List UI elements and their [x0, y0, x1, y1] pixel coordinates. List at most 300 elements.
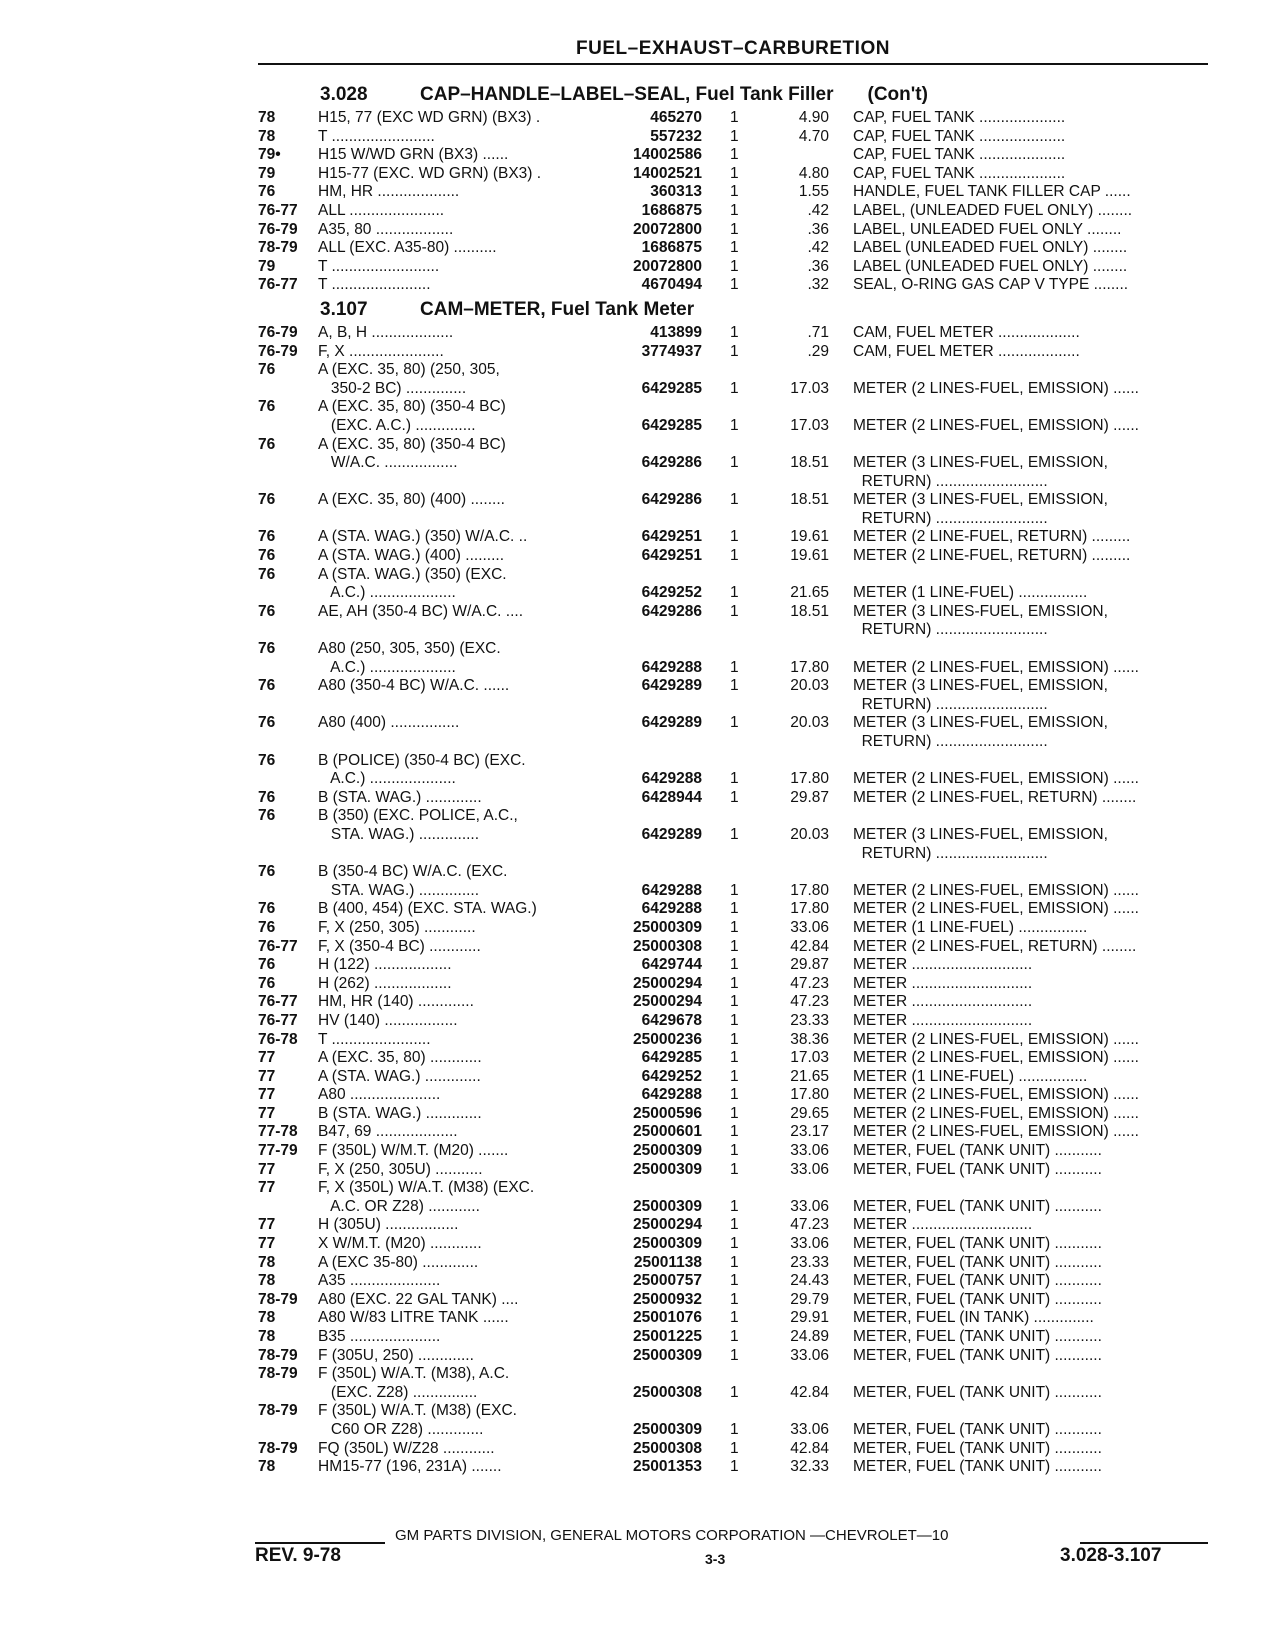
part-number-cell: 6429288 — [641, 1086, 702, 1104]
model-cell: A80 (350-4 BC) W/A.C. ...... — [318, 677, 510, 695]
quantity-cell: 1 — [730, 937, 739, 955]
year-cell: 76-79 — [258, 323, 298, 341]
description-cell: METER, FUEL (TANK UNIT) ........... — [853, 1235, 1102, 1253]
table-row — [258, 770, 1208, 789]
part-number-cell: 465270 — [650, 109, 702, 126]
quantity-cell: 1 — [730, 900, 739, 918]
model-cell: (EXC. Z28) ............... — [318, 1383, 478, 1401]
table-row — [258, 1105, 1208, 1124]
description-cell: METER (2 LINES-FUEL, EMISSION) ...... — [853, 881, 1139, 899]
model-cell: B (350) (EXC. POLICE, A.C., — [318, 807, 518, 825]
description-cell: METER, FUEL (TANK UNIT) ........... — [853, 1290, 1102, 1308]
description-cell: RETURN) .......................... — [853, 844, 1048, 862]
part-number-cell — [596, 621, 702, 640]
quantity-cell: 1 — [730, 1328, 739, 1345]
price-cell — [744, 436, 829, 455]
table-row — [258, 863, 1208, 882]
model-cell: F, X (350L) W/A.T. (M38) (EXC. — [318, 1179, 535, 1197]
table-row — [258, 1402, 1208, 1421]
part-number-cell: 14002521 — [633, 164, 702, 182]
description-cell: METER (1 LINE-FUEL) ................ — [853, 584, 1088, 602]
description-cell: RETURN) .......................... — [853, 472, 1048, 490]
part-number-cell — [596, 566, 702, 585]
description-cell: RETURN) .......................... — [853, 695, 1048, 713]
part-number-cell: 6429678 — [641, 1011, 702, 1029]
quantity-cell — [702, 473, 744, 492]
part-number-cell — [596, 510, 702, 529]
quantity-cell: 1 — [730, 825, 739, 843]
description-cell: LABEL, UNLEADED FUEL ONLY ........ — [853, 220, 1122, 238]
description-cell: METER (3 LINES-FUEL, EMISSION, — [853, 602, 1108, 620]
model-cell: A.C.) .................... — [318, 770, 456, 788]
part-number-cell — [596, 1179, 702, 1198]
table-row — [258, 380, 1208, 399]
price-cell: 47.23 — [790, 993, 829, 1011]
table-row — [258, 343, 1208, 362]
part-number-cell: 14002586 — [633, 146, 702, 164]
table-row — [258, 621, 1208, 640]
year-cell — [258, 1198, 318, 1217]
table-row — [258, 528, 1208, 547]
part-number-cell: 25000308 — [633, 937, 702, 955]
part-number-cell: 25000601 — [633, 1123, 702, 1141]
part-number-cell: 6429289 — [641, 677, 702, 695]
model-cell: A.C.) .................... — [318, 658, 456, 676]
table-row — [258, 696, 1208, 715]
quantity-cell: 1 — [730, 1086, 739, 1104]
price-cell: 21.65 — [790, 584, 829, 602]
price-cell: 33.06 — [790, 1197, 829, 1215]
model-cell: HM, HR ................... — [318, 183, 460, 201]
table-row — [258, 733, 1208, 752]
price-cell: 17.03 — [790, 416, 829, 434]
part-number-cell: 25000309 — [633, 1142, 702, 1160]
footer-section-range: 3.028-3.107 — [1060, 1545, 1162, 1566]
model-cell: A, B, H ................... — [318, 323, 454, 341]
model-cell: H15, 77 (EXC WD GRN) (BX3) . — [318, 109, 541, 126]
quantity-cell: 1 — [730, 1272, 739, 1290]
quantity-cell — [702, 398, 744, 417]
price-cell — [744, 752, 829, 771]
year-cell: 76-77 — [258, 937, 298, 955]
part-number-cell: 6429288 — [641, 881, 702, 899]
table-row — [258, 1309, 1208, 1328]
description-cell: CAM, FUEL METER ................... — [853, 342, 1080, 360]
price-cell: 18.51 — [790, 602, 829, 620]
model-cell: F, X ...................... — [318, 342, 444, 360]
quantity-cell — [702, 845, 744, 864]
model-cell: H (262) .................. — [318, 974, 452, 992]
part-number-cell: 25000309 — [633, 1420, 702, 1438]
description-cell: METER (3 LINES-FUEL, EMISSION, — [853, 677, 1108, 695]
part-number-cell: 6429286 — [641, 491, 702, 509]
price-cell — [744, 640, 829, 659]
year-cell: 79• — [258, 146, 281, 164]
description-cell — [829, 752, 1213, 771]
part-number-cell: 25001076 — [633, 1309, 702, 1327]
price-cell: .42 — [807, 201, 829, 219]
description-cell: METER (3 LINES-FUEL, EMISSION, — [853, 454, 1108, 472]
year-cell: 77 — [258, 1179, 276, 1197]
model-cell: B (400, 454) (EXC. STA. WAG.) — [318, 900, 537, 918]
year-cell: 77 — [258, 1067, 276, 1085]
model-cell: A (EXC. 35, 80) ............ — [318, 1049, 482, 1067]
model-cell: A.C. OR Z28) ............ — [318, 1197, 480, 1215]
year-cell: 77 — [258, 1235, 276, 1253]
quantity-cell: 1 — [730, 416, 739, 434]
year-cell: 78-79 — [258, 1365, 298, 1383]
footer-revision: REV. 9-78 — [255, 1545, 341, 1566]
part-number-cell: 25000294 — [633, 1216, 702, 1234]
year-cell: 77-78 — [258, 1123, 298, 1141]
description-cell — [829, 566, 1213, 585]
year-cell — [258, 770, 318, 789]
quantity-cell: 1 — [730, 1160, 739, 1178]
description-cell: METER (1 LINE-FUEL) ................ — [853, 1067, 1088, 1085]
table-row — [258, 454, 1208, 473]
table-row — [258, 1365, 1208, 1384]
price-cell: 17.03 — [790, 379, 829, 397]
description-cell: METER (2 LINES-FUEL, EMISSION) ...... — [853, 658, 1139, 676]
year-cell: 77-79 — [258, 1142, 298, 1160]
table-row — [258, 845, 1208, 864]
part-number-cell: 25000309 — [633, 1235, 702, 1253]
model-cell: A (STA. WAG.) (400) ......... — [318, 547, 505, 565]
description-cell: METER, FUEL (TANK UNIT) ........... — [853, 1142, 1102, 1160]
model-cell: B (STA. WAG.) ............. — [318, 1104, 482, 1122]
quantity-cell: 1 — [730, 788, 739, 806]
quantity-cell: 1 — [730, 658, 739, 676]
year-cell — [258, 380, 318, 399]
part-number-cell: 6429288 — [641, 770, 702, 788]
part-number-cell: 1686875 — [641, 201, 702, 219]
part-number-cell — [596, 752, 702, 771]
price-cell: .42 — [807, 239, 829, 257]
model-cell: A.C.) .................... — [318, 584, 456, 602]
quantity-cell — [702, 621, 744, 640]
table-row — [258, 1328, 1208, 1347]
table-row — [258, 436, 1208, 455]
quantity-cell — [702, 436, 744, 455]
quantity-cell — [702, 1402, 744, 1421]
price-cell: 20.03 — [790, 677, 829, 695]
price-cell — [744, 510, 829, 529]
year-cell: 78 — [258, 1309, 276, 1327]
model-cell: A (EXC. 35, 80) (350-4 BC) — [318, 435, 506, 453]
year-cell: 78 — [258, 1328, 276, 1345]
price-cell: 33.06 — [790, 1160, 829, 1178]
quantity-cell: 1 — [730, 127, 739, 145]
section-number: 3.107 — [320, 298, 368, 320]
year-cell: 76-77 — [258, 1011, 298, 1029]
year-cell: 77 — [258, 1104, 276, 1122]
year-cell: 76 — [258, 565, 276, 583]
year-cell: 77 — [258, 1160, 276, 1178]
quantity-cell: 1 — [730, 528, 739, 546]
quantity-cell: 1 — [730, 1216, 739, 1234]
model-cell: A35, 80 .................. — [318, 220, 454, 238]
price-cell: .29 — [807, 342, 829, 360]
description-cell: METER, FUEL (TANK UNIT) ........... — [853, 1253, 1102, 1271]
quantity-cell: 1 — [730, 1197, 739, 1215]
table-row — [258, 361, 1208, 380]
page-header: FUEL–EXHAUST–CARBURETION — [576, 38, 890, 59]
price-cell: 33.06 — [790, 1235, 829, 1253]
parts-catalog — [258, 80, 1208, 1477]
table-row — [258, 807, 1208, 826]
year-cell: 76 — [258, 900, 276, 918]
table-row — [258, 993, 1208, 1012]
part-number-cell: 6429289 — [641, 825, 702, 843]
part-number-cell: 6429286 — [641, 454, 702, 472]
year-cell: 76 — [258, 974, 276, 992]
price-cell: 33.06 — [790, 1142, 829, 1160]
table-row — [258, 547, 1208, 566]
price-cell — [744, 807, 829, 826]
model-cell: ALL (EXC. A35-80) .......... — [318, 239, 497, 257]
description-cell: RETURN) .......................... — [853, 733, 1048, 750]
price-cell: 47.23 — [790, 1216, 829, 1234]
price-cell: 29.87 — [790, 788, 829, 806]
table-row — [258, 566, 1208, 585]
year-cell: 78-79 — [258, 1290, 298, 1308]
quantity-cell: 1 — [730, 1420, 739, 1438]
price-cell: 4.80 — [798, 164, 829, 182]
year-cell: 77 — [258, 1086, 276, 1104]
part-number-cell: 25001138 — [633, 1253, 702, 1271]
year-cell: 76-77 — [258, 201, 298, 219]
table-row — [258, 975, 1208, 994]
model-cell: A80 (250, 305, 350) (EXC. — [318, 640, 501, 658]
description-cell — [829, 436, 1213, 455]
quantity-cell: 1 — [730, 1067, 739, 1085]
quantity-cell — [702, 807, 744, 826]
year-cell: 76-77 — [258, 276, 298, 294]
quantity-cell — [702, 361, 744, 380]
part-number-cell: 6429251 — [641, 528, 702, 546]
table-row — [258, 1198, 1208, 1217]
model-cell: H15 W/WD GRN (BX3) ...... — [318, 146, 509, 164]
part-number-cell — [596, 807, 702, 826]
table-row — [258, 900, 1208, 919]
price-cell: .71 — [807, 323, 829, 341]
model-cell: HM, HR (140) ............. — [318, 993, 474, 1011]
price-cell: 23.17 — [790, 1123, 829, 1141]
table-row — [258, 919, 1208, 938]
model-cell: HM15-77 (196, 231A) ....... — [318, 1458, 502, 1476]
table-row — [258, 584, 1208, 603]
table-row — [258, 603, 1208, 622]
table-row — [258, 789, 1208, 808]
year-cell: 76 — [258, 788, 276, 806]
quantity-cell: 1 — [730, 993, 739, 1011]
table-row — [258, 1272, 1208, 1291]
year-cell: 77 — [258, 1049, 276, 1067]
year-cell: 76 — [258, 547, 276, 565]
description-cell — [829, 398, 1213, 417]
description-cell: CAP, FUEL TANK .................... — [853, 164, 1066, 182]
model-cell: T ........................ — [318, 127, 435, 145]
model-cell — [318, 696, 596, 715]
price-cell: .36 — [807, 220, 829, 238]
table-row — [258, 1291, 1208, 1310]
price-cell: 24.43 — [790, 1272, 829, 1290]
part-number-cell: 25000308 — [633, 1439, 702, 1457]
year-cell — [258, 1421, 318, 1440]
table-row — [258, 1123, 1208, 1142]
part-number-cell — [596, 398, 702, 417]
description-cell: METER (3 LINES-FUEL, EMISSION, — [853, 714, 1108, 732]
quantity-cell: 1 — [730, 379, 739, 397]
price-cell: 29.91 — [790, 1309, 829, 1327]
section-name: CAP–HANDLE–LABEL–SEAL, Fuel Tank Filler — [420, 84, 834, 105]
table-row — [258, 473, 1208, 492]
model-cell: A80 W/83 LITRE TANK ...... — [318, 1309, 509, 1327]
table-row — [258, 1049, 1208, 1068]
year-cell: 76 — [258, 491, 276, 509]
table-row — [258, 640, 1208, 659]
quantity-cell: 1 — [730, 276, 739, 294]
description-cell: LABEL (UNLEADED FUEL ONLY) ........ — [853, 239, 1128, 257]
part-number-cell: 6429285 — [641, 1049, 702, 1067]
description-cell: RETURN) .......................... — [853, 621, 1048, 639]
part-number-cell — [596, 863, 702, 882]
quantity-cell: 1 — [730, 1346, 739, 1364]
quantity-cell: 1 — [730, 1104, 739, 1122]
price-cell: 18.51 — [790, 454, 829, 472]
description-cell — [829, 1402, 1213, 1421]
year-cell: 76 — [258, 677, 276, 695]
model-cell: B (POLICE) (350-4 BC) (EXC. — [318, 751, 526, 769]
part-number-cell: 6429744 — [641, 956, 702, 974]
description-cell: CAM, FUEL METER ................... — [853, 323, 1080, 341]
part-number-cell: 25000309 — [633, 1197, 702, 1215]
price-cell: 23.33 — [790, 1011, 829, 1029]
price-cell: .32 — [807, 276, 829, 294]
model-cell: (EXC. A.C.) .............. — [318, 416, 476, 434]
quantity-cell: 1 — [730, 1123, 739, 1141]
year-cell — [258, 473, 318, 492]
description-cell: METER, FUEL (TANK UNIT) ........... — [853, 1197, 1102, 1215]
year-cell — [258, 659, 318, 678]
price-cell: 20.03 — [790, 714, 829, 732]
price-cell — [744, 398, 829, 417]
price-cell: 19.61 — [790, 528, 829, 546]
table-row — [258, 510, 1208, 529]
table-row — [258, 1068, 1208, 1087]
year-cell: 76 — [258, 956, 276, 974]
model-cell: A (STA. WAG.) (350) W/A.C. .. — [318, 528, 528, 546]
year-cell: 76 — [258, 640, 276, 658]
description-cell: CAP, FUEL TANK .................... — [853, 127, 1066, 145]
model-cell: HV (140) ................. — [318, 1011, 458, 1029]
model-cell: A (EXC 35-80) ............. — [318, 1253, 479, 1271]
part-number-cell: 413899 — [650, 323, 702, 341]
price-cell — [744, 621, 829, 640]
price-cell: 47.23 — [790, 974, 829, 992]
quantity-cell — [702, 566, 744, 585]
part-number-cell: 25000308 — [633, 1383, 702, 1401]
description-cell: RETURN) .......................... — [853, 509, 1048, 527]
model-cell: ALL ...................... — [318, 201, 445, 219]
year-cell: 76 — [258, 602, 276, 620]
part-number-cell: 25001353 — [633, 1458, 702, 1476]
price-cell — [744, 361, 829, 380]
part-number-cell: 557232 — [650, 127, 702, 145]
year-cell: 76-77 — [258, 993, 298, 1011]
quantity-cell: 1 — [730, 602, 739, 620]
quantity-cell — [702, 510, 744, 529]
table-row — [258, 956, 1208, 975]
description-cell: LABEL (UNLEADED FUEL ONLY) ........ — [853, 257, 1128, 275]
description-cell: METER (2 LINES-FUEL, EMISSION) ...... — [853, 770, 1139, 788]
description-cell: METER, FUEL (TANK UNIT) ........... — [853, 1420, 1102, 1438]
part-number-cell: 6429251 — [641, 547, 702, 565]
description-cell: CAP, FUEL TANK .................... — [853, 146, 1066, 164]
table-row — [258, 491, 1208, 510]
part-number-cell: 20072800 — [633, 220, 702, 238]
model-cell — [318, 473, 596, 492]
part-number-cell: 6429288 — [641, 658, 702, 676]
description-cell: METER, FUEL (TANK UNIT) ........... — [853, 1458, 1102, 1476]
description-cell: METER (2 LINES-FUEL, EMISSION) ...... — [853, 416, 1139, 434]
price-cell: 29.87 — [790, 956, 829, 974]
part-number-cell: 25000236 — [633, 1030, 702, 1048]
model-cell: H (305U) ................. — [318, 1216, 459, 1234]
description-cell: METER (1 LINE-FUEL) ................ — [853, 918, 1088, 936]
part-number-cell: 6429252 — [641, 584, 702, 602]
table-row — [258, 202, 1208, 221]
model-cell: A80 ..................... — [318, 1086, 441, 1104]
quantity-cell: 1 — [730, 1383, 739, 1401]
description-cell — [829, 807, 1213, 826]
table-row — [258, 714, 1208, 733]
table-row — [258, 1458, 1208, 1477]
model-cell: F, X (350-4 BC) ............ — [318, 937, 481, 955]
table-row — [258, 1161, 1208, 1180]
model-cell — [318, 845, 596, 864]
model-cell: 350-2 BC) .............. — [318, 379, 467, 397]
description-cell: METER (2 LINES-FUEL, EMISSION) ...... — [853, 379, 1139, 397]
part-number-cell: 6429285 — [641, 379, 702, 397]
model-cell — [318, 733, 596, 752]
price-cell: 17.80 — [790, 658, 829, 676]
price-cell — [744, 845, 829, 864]
description-cell: METER (2 LINES-FUEL, EMISSION) ...... — [853, 1049, 1139, 1067]
table-row — [258, 882, 1208, 901]
model-cell: A (EXC. 35, 80) (400) ........ — [318, 491, 505, 509]
quantity-cell: 1 — [730, 918, 739, 936]
quantity-cell: 1 — [730, 1142, 739, 1160]
model-cell: STA. WAG.) .............. — [318, 825, 480, 843]
part-number-cell: 25000932 — [633, 1290, 702, 1308]
quantity-cell: 1 — [730, 1030, 739, 1048]
table-row — [258, 1179, 1208, 1198]
part-number-cell: 4670494 — [641, 276, 702, 294]
price-cell: 42.84 — [790, 937, 829, 955]
quantity-cell: 1 — [730, 677, 739, 695]
quantity-cell: 1 — [730, 491, 739, 509]
model-cell: B (STA. WAG.) ............. — [318, 788, 482, 806]
part-number-cell: 6428944 — [641, 788, 702, 806]
description-cell: METER (2 LINES-FUEL, EMISSION) ...... — [853, 1086, 1139, 1104]
quantity-cell: 1 — [730, 770, 739, 788]
price-cell: 18.51 — [790, 491, 829, 509]
quantity-cell: 1 — [730, 323, 739, 341]
table-row — [258, 659, 1208, 678]
table-row — [258, 417, 1208, 436]
part-number-cell — [596, 640, 702, 659]
